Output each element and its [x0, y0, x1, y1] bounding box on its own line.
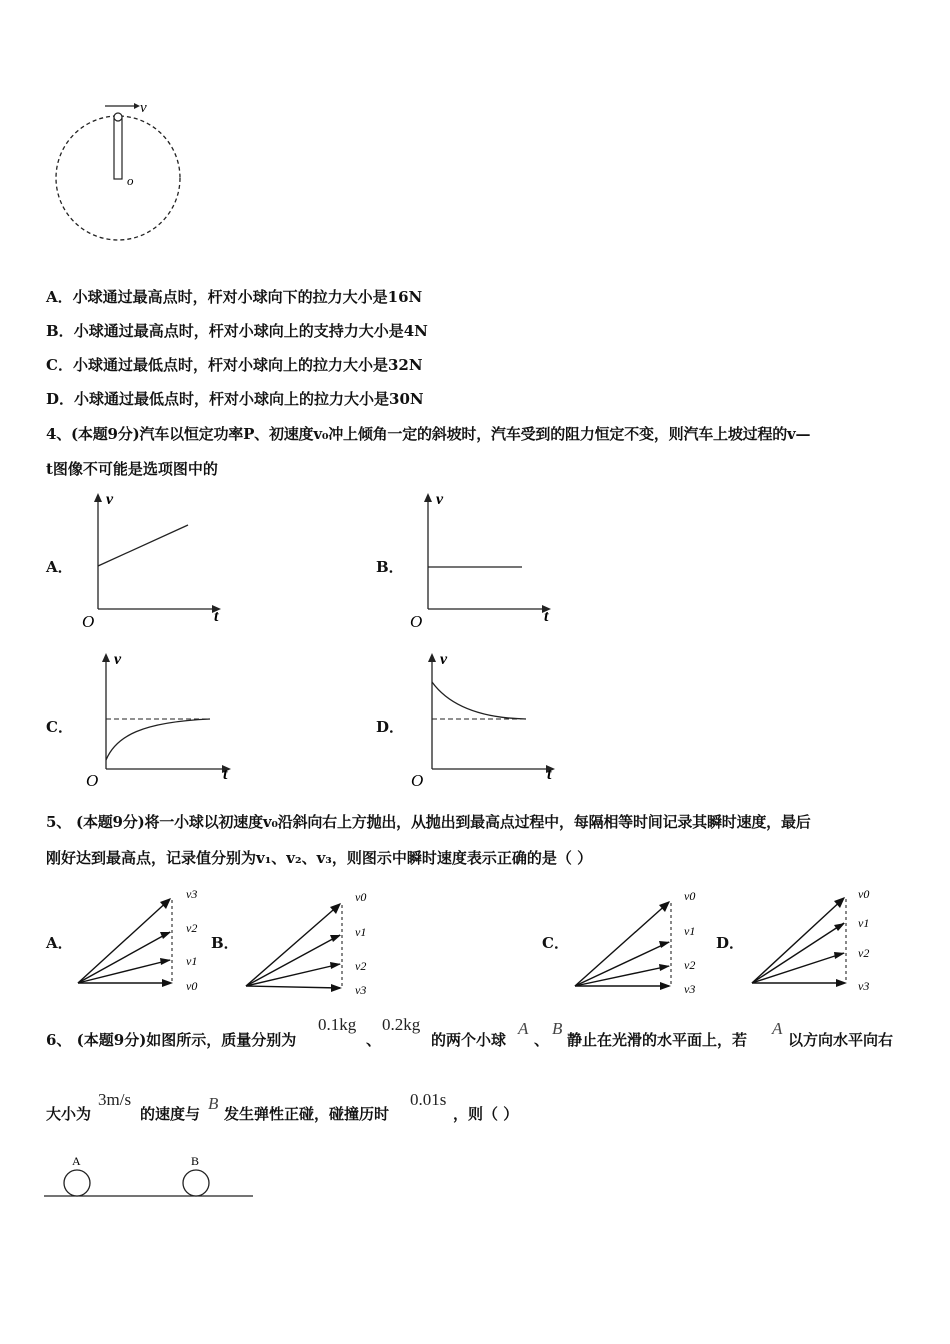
- ball-b-label: B: [191, 1154, 200, 1168]
- q6-text-8: ，则（ ）: [453, 1105, 519, 1123]
- q3-option-a: A．小球通过最高点时，杆对小球向下的拉力大小是16N: [46, 288, 423, 306]
- q6-collision-time: 0.01s: [410, 1090, 447, 1109]
- q6-text-2: 的两个小球: [431, 1031, 507, 1049]
- v-axis-label: v: [440, 651, 448, 668]
- t-axis-label: t: [544, 608, 549, 625]
- t-axis-label: t: [214, 608, 219, 625]
- q3-option-c: C．小球通过最低点时，杆对小球向上的拉力大小是32N: [46, 356, 423, 374]
- q6-speed: 3m/s: [98, 1090, 132, 1109]
- increasing-curve: [106, 719, 210, 760]
- q6-ball-a-symbol-2: A: [772, 1019, 783, 1038]
- svg-text:v3: v3: [186, 887, 198, 901]
- q6-sep-1: 、: [366, 1031, 382, 1049]
- svg-text:v3: v3: [858, 979, 870, 993]
- q4-question-line2: t图像不可能是选项图中的: [46, 460, 218, 478]
- circular-motion-figure: [50, 95, 190, 250]
- q5-vector-diagram-d: [748, 880, 888, 998]
- q4-option-d-label: D．: [376, 718, 405, 736]
- v-axis-label: v: [106, 491, 114, 508]
- velocity-label: v: [140, 100, 147, 116]
- q4-graph-a: [76, 490, 236, 635]
- origin-label: O: [86, 771, 99, 790]
- svg-text:v1: v1: [355, 925, 367, 939]
- svg-text:v0: v0: [186, 979, 198, 993]
- svg-text:v3: v3: [684, 982, 696, 996]
- q5-question-line2: 刚好达到最高点，记录值分别为v₁、v₂、v₃，则图示中瞬时速度表示正确的是（ ）: [46, 849, 593, 867]
- decreasing-curve: [432, 682, 526, 719]
- t-axis-label: t: [547, 766, 552, 783]
- svg-text:v1: v1: [684, 924, 696, 938]
- svg-text:v1: v1: [186, 954, 198, 968]
- q6-text-6: 的速度与: [140, 1105, 201, 1123]
- q6-mass-a: 0.1kg: [318, 1015, 357, 1034]
- q6-ball-a-symbol: A: [518, 1019, 529, 1038]
- q3-option-b: B．小球通过最高点时，杆对小球向上的支持力大小是4N: [46, 322, 428, 340]
- q6-ball-b-symbol: B: [552, 1019, 563, 1038]
- q6-balls-figure: [44, 1150, 259, 1205]
- v-axis-label: v: [436, 491, 444, 508]
- ball-a-label: A: [72, 1154, 81, 1168]
- svg-text:v2: v2: [858, 946, 870, 960]
- ball-a: [64, 1170, 90, 1196]
- origin-label: O: [82, 612, 95, 631]
- svg-text:v0: v0: [858, 887, 870, 901]
- svg-text:v2: v2: [186, 921, 198, 935]
- q4-graph-b: [406, 490, 566, 635]
- q6-mass-b: 0.2kg: [382, 1015, 421, 1034]
- svg-text:v3: v3: [355, 983, 367, 997]
- q6-sep-2: 、: [534, 1031, 550, 1049]
- q4-option-c-label: C．: [46, 718, 73, 736]
- ball: [114, 113, 122, 121]
- origin-label: O: [410, 612, 423, 631]
- q4-graph-c: [82, 648, 247, 793]
- q5-vector-diagram-c: [571, 880, 711, 998]
- svg-text:v2: v2: [355, 959, 367, 973]
- svg-text:v0: v0: [355, 890, 367, 904]
- q5-option-a-label: A．: [46, 934, 73, 952]
- q4-question-line1: 4、(本题9分)汽车以恒定功率P、初速度v₀冲上倾角一定的斜坡时，汽车受到的阻力恒定不变，则汽车上坡过程的v—: [46, 425, 811, 443]
- q5-vector-diagram-b: [242, 880, 382, 998]
- q6-text-1: 6、 (本题9分)如图所示，质量分别为: [46, 1031, 297, 1049]
- q3-option-d: D．小球通过最低点时，杆对小球向上的拉力大小是30N: [46, 390, 424, 408]
- ball-b: [183, 1170, 209, 1196]
- q6-ball-b-symbol-2: B: [208, 1094, 219, 1113]
- q5-vector-diagram-a: [74, 880, 214, 998]
- origin-label: O: [411, 771, 424, 790]
- rising-line: [98, 525, 188, 566]
- q5-question-line1: 5、 (本题9分)将一小球以初速度v₀沿斜向右上方抛出，从抛出到最高点过程中，每隔相等时间记录其瞬时速度，最后: [46, 813, 811, 831]
- q6-text-3: 静止在光滑的水平面上，若: [567, 1031, 748, 1049]
- q6-text-4: 以方向水平向右: [788, 1031, 894, 1049]
- q4-graph-d: [408, 648, 573, 793]
- v-axis-label: v: [114, 651, 122, 668]
- rod: [114, 116, 122, 179]
- t-axis-label: t: [223, 766, 228, 783]
- q4-option-b-label: B．: [376, 558, 404, 576]
- q5-option-c-label: C．: [542, 934, 569, 952]
- q6-text-7: 发生弹性正碰，碰撞历时: [224, 1105, 390, 1123]
- svg-text:v1: v1: [858, 916, 870, 930]
- q4-option-a-label: A．: [46, 558, 73, 576]
- svg-text:v0: v0: [684, 889, 696, 903]
- q5-option-d-label: D．: [716, 934, 745, 952]
- q5-option-b-label: B．: [211, 934, 239, 952]
- q6-text-5: 大小为: [46, 1105, 92, 1123]
- svg-text:v2: v2: [684, 958, 696, 972]
- center-label: o: [127, 173, 134, 188]
